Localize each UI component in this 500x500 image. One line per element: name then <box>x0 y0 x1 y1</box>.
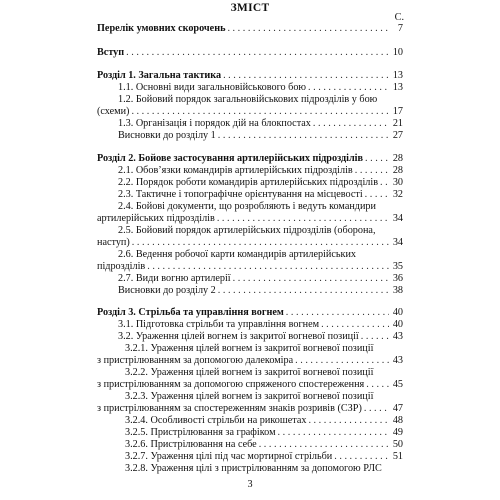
toc-entry-3-2-6[interactable] <box>125 439 403 451</box>
toc-entry-introduction[interactable] <box>97 47 403 59</box>
toc-entry-3-2[interactable] <box>118 331 403 343</box>
toc-entry-page: 34 <box>392 237 403 248</box>
toc-entry-text: Висновки до розділу 1 <box>118 130 216 141</box>
toc-entry-2-4-line1[interactable]: 2.4. Бойові документи, що розробляють і ведуть командири <box>118 201 376 212</box>
dot-leader <box>286 307 389 319</box>
toc-entry-page: 35 <box>392 261 403 272</box>
toc-entry-page: 36 <box>392 273 403 284</box>
toc-entry-page: 45 <box>392 379 403 390</box>
toc-entry-text: з пристрілюванням за допомогою далекоміра <box>97 355 294 366</box>
toc-entry-page: 38 <box>392 285 403 296</box>
toc-entry-3-2-3-line2[interactable] <box>97 403 403 415</box>
dot-leader <box>366 379 389 391</box>
toc-entry-text: 2.1. Обов’язки командирів артилерійських підрозділів <box>118 165 353 176</box>
toc-entry-3-2-1-line1[interactable]: 3.2.1. Ураження цілей вогнем із закритої вогневої позиції <box>125 343 374 354</box>
toc-entry-text: (схеми) <box>97 106 130 117</box>
toc-entry-page: 51 <box>392 451 403 462</box>
toc-entry-text: Розділ 3. Стрільба та управління вогнем <box>97 307 284 318</box>
toc-entry-text: Вступ <box>97 47 125 58</box>
dot-leader <box>278 427 389 439</box>
toc-entry-page: 28 <box>392 165 403 176</box>
toc-entry-text: Розділ 1. Загальна тактика <box>97 70 222 81</box>
toc-entry-text: 3.2.5. Пристрілювання за графіком <box>125 427 276 438</box>
dot-leader <box>218 130 389 142</box>
toc-entry-text: з пристрілюванням за допомогою спряженого спостереження <box>97 379 365 390</box>
toc-entry-page: 40 <box>392 319 403 330</box>
toc-entry-page: 43 <box>392 331 403 342</box>
toc-entry-2-7[interactable] <box>118 273 403 285</box>
toc-entry-page: 27 <box>392 130 403 141</box>
toc-entry-abbreviations[interactable] <box>97 23 403 35</box>
toc-entry-page: 50 <box>392 439 403 450</box>
toc-entry-2-5-line2[interactable] <box>97 237 403 249</box>
toc-entry-text: Висновки до розділу 2 <box>118 285 216 296</box>
toc-entry-page: 7 <box>397 23 403 34</box>
toc-entry-text: 1.3. Організація і порядок дій на блокпостах <box>118 118 311 129</box>
toc-entry-3-2-2-line2[interactable] <box>97 379 403 391</box>
toc-entry-text: 3.1. Підготовка стрільби та управління вогнем <box>118 319 320 330</box>
toc-entry-1-2-line2[interactable] <box>97 106 403 118</box>
toc-entry-3-2-5[interactable] <box>125 427 403 439</box>
dot-leader <box>334 451 389 463</box>
dot-leader <box>223 70 389 82</box>
toc-entry-text: з пристрілюванням за спостереженням знаків розривів (СЗР) <box>97 403 362 414</box>
dot-leader <box>131 106 389 118</box>
toc-entry-3-2-3-line1[interactable]: 3.2.3. Ураження цілей вогнем із закритої вогневої позиції <box>125 391 374 402</box>
toc-entry-1-2-line1[interactable]: 1.2. Бойовий порядок загальновійськових підрозділів у бою <box>118 94 378 105</box>
toc-entry-text: 3.2.6. Пристрілювання на себе <box>125 439 257 450</box>
toc-entry-3-2-1-line2[interactable] <box>97 355 403 367</box>
toc-entry-page: 10 <box>392 47 403 58</box>
dot-leader <box>227 23 389 35</box>
dot-leader <box>365 153 389 165</box>
toc-entry-1-3[interactable] <box>118 118 403 130</box>
toc-entry-text: наступ) <box>97 237 130 248</box>
toc-entry-text: 3.2.4. Особливості стрільби на рикошетах <box>125 415 307 426</box>
toc-entry-page: 13 <box>392 70 403 81</box>
dot-leader <box>132 237 389 249</box>
dot-leader <box>380 177 389 189</box>
page-column-label: С. <box>394 12 404 23</box>
toc-entry-page: 17 <box>392 106 403 117</box>
dot-leader <box>364 403 389 415</box>
toc-entry-conclusions-1[interactable] <box>118 130 403 142</box>
page-title: ЗМІСТ <box>230 2 270 14</box>
page-number: 3 <box>247 479 253 490</box>
toc-entry-page: 32 <box>392 189 403 200</box>
toc-entry-chapter-3[interactable] <box>97 307 403 319</box>
toc-entry-text: 2.2. Порядок роботи командирів артилерійських підрозділів <box>118 177 379 188</box>
dot-leader <box>308 82 389 94</box>
dot-leader <box>355 165 389 177</box>
toc-entry-page: 43 <box>392 355 403 366</box>
dot-leader <box>365 189 389 201</box>
toc-entry-page: 49 <box>392 427 403 438</box>
toc-entry-2-3[interactable] <box>118 189 403 201</box>
dot-leader <box>361 331 389 343</box>
toc-entry-3-2-7[interactable] <box>125 451 403 463</box>
dot-leader <box>313 118 389 130</box>
toc-entry-page: 13 <box>392 82 403 93</box>
toc-entry-conclusions-2[interactable] <box>118 285 403 297</box>
toc-entry-2-6-line2[interactable] <box>97 261 403 273</box>
toc-entry-2-4-line2[interactable] <box>97 213 403 225</box>
dot-leader <box>126 47 389 59</box>
toc-entry-2-2[interactable] <box>118 177 403 189</box>
toc-entry-2-5-line1[interactable]: 2.5. Бойовий порядок артилерійських підрозділів (оборона, <box>118 225 376 236</box>
dot-leader <box>217 213 389 225</box>
toc-entry-text: 2.3. Тактичне і топографічне орієнтування на місцевості <box>118 189 363 200</box>
toc-entry-3-2-2-line1[interactable]: 3.2.2. Ураження цілей вогнем із закритої вогневої позиції <box>125 367 374 378</box>
toc-entry-text: Розділ 2. Бойове застосування артилерійських підрозділів <box>97 153 364 164</box>
toc-entry-3-2-4[interactable] <box>125 415 403 427</box>
toc-entry-2-1[interactable] <box>118 165 403 177</box>
toc-entry-text: 3.2. Ураження цілей вогнем із закритої вогневої позиції <box>118 331 359 342</box>
toc-entry-text: підрозділів <box>97 261 146 272</box>
toc-entry-3-1[interactable] <box>118 319 403 331</box>
dot-leader <box>308 415 389 427</box>
dot-leader <box>295 355 389 367</box>
toc-entry-chapter-2[interactable] <box>97 153 403 165</box>
toc-entry-text: артилерійських підрозділів <box>97 213 215 224</box>
toc-entry-text: 3.2.7. Ураження цілі під час мортирної стрільби <box>125 451 333 462</box>
dot-leader <box>147 261 389 273</box>
toc-entry-page: 34 <box>392 213 403 224</box>
toc-entry-page: 21 <box>392 118 403 129</box>
toc-entry-text: Перелік умовних скорочень <box>97 23 226 34</box>
toc-entry-text: 1.1. Основні види загальновійськового бою <box>118 82 307 93</box>
toc-entry-3-2-8[interactable]: 3.2.8. Ураження цілі з пристрілюванням за допомогою РЛС <box>125 463 382 474</box>
toc-entry-page: 40 <box>392 307 403 318</box>
dot-leader <box>218 285 389 297</box>
toc-entry-chapter-1[interactable] <box>97 70 403 82</box>
dot-leader <box>233 273 389 285</box>
dot-leader <box>259 439 389 451</box>
toc-entry-page: 28 <box>392 153 403 164</box>
toc-entry-text: 2.7. Види вогню артилерії <box>118 273 231 284</box>
dot-leader <box>321 319 389 331</box>
toc-entry-page: 47 <box>392 403 403 414</box>
toc-entry-page: 30 <box>392 177 403 188</box>
toc-entry-page: 48 <box>392 415 403 426</box>
toc-entry-1-1[interactable] <box>118 82 403 94</box>
toc-entry-2-6-line1[interactable]: 2.6. Ведення робочої карти командирів артилерійських <box>118 249 357 260</box>
